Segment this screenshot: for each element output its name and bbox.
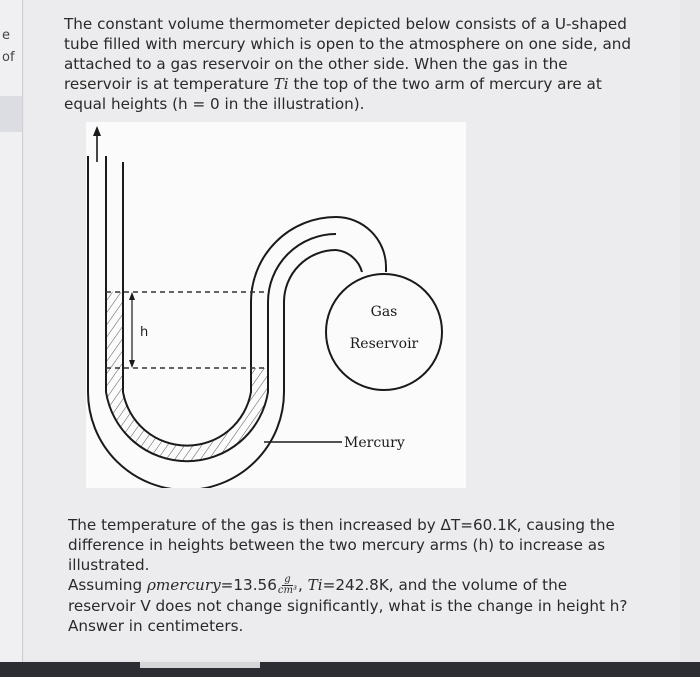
intro-line: equal heights (h = 0 in the illustration). (64, 95, 365, 113)
rho-value: =13.56 (220, 576, 277, 594)
sidebar-fragment: e (2, 28, 10, 43)
h-label: h (140, 325, 149, 340)
intro-line: tube filled with mercury which is open to the atmosphere on one side, and (64, 35, 632, 53)
intro-line: The constant volume thermometer depicted below consists of a U-shaped (64, 15, 627, 33)
bottom-bar (0, 662, 700, 677)
thermometer-diagram (86, 122, 466, 488)
question-text (68, 515, 668, 636)
mercury-fill (106, 292, 268, 461)
intro-line (64, 74, 670, 94)
unit-fraction (278, 575, 297, 596)
separator: , (297, 576, 308, 594)
sidebar-highlight (0, 96, 22, 132)
left-sidebar (0, 0, 23, 677)
gas-label: Gas (370, 304, 398, 320)
intro-text (64, 14, 670, 114)
thermometer-figure (86, 122, 466, 488)
gas-reservoir (326, 250, 442, 390)
question-line: The temperature of the gas is then increased by ΔT=60.1K, causing the (68, 516, 615, 534)
bottom-tab[interactable] (140, 662, 260, 668)
open-end-arrow (93, 126, 101, 162)
reservoir-label: Reservoir (349, 336, 419, 352)
unit-numerator: g (284, 574, 291, 585)
unit-denominator: cm³ (277, 585, 297, 596)
intro-line-start: reservoir is at temperature (64, 75, 274, 93)
intro-line: attached to a gas reservoir on the other side. When the gas in the (64, 55, 568, 73)
question-line: reservoir V does not change significantly, what is the change in height h? (68, 597, 628, 615)
sidebar-fragment: of (2, 50, 15, 65)
reference-lines (106, 292, 266, 368)
mercury-label: Mercury (344, 435, 405, 451)
assuming-text: Assuming (68, 576, 147, 594)
ti-symbol: Ti (273, 75, 289, 93)
rho-symbol: ρmercury (146, 576, 221, 594)
question-line: Answer in centimeters. (68, 617, 244, 635)
ti-symbol: Ti (307, 576, 323, 594)
h-dimension-arrow (129, 292, 135, 368)
question-line: difference in heights between the two mercury arms (h) to increase as (68, 536, 605, 554)
question-line (68, 575, 668, 596)
question-line: illustrated. (68, 556, 150, 574)
intro-line-end: the top of the two arm of mercury are at (288, 75, 602, 93)
ti-value: =242.8K, and the volume of the (322, 576, 568, 594)
